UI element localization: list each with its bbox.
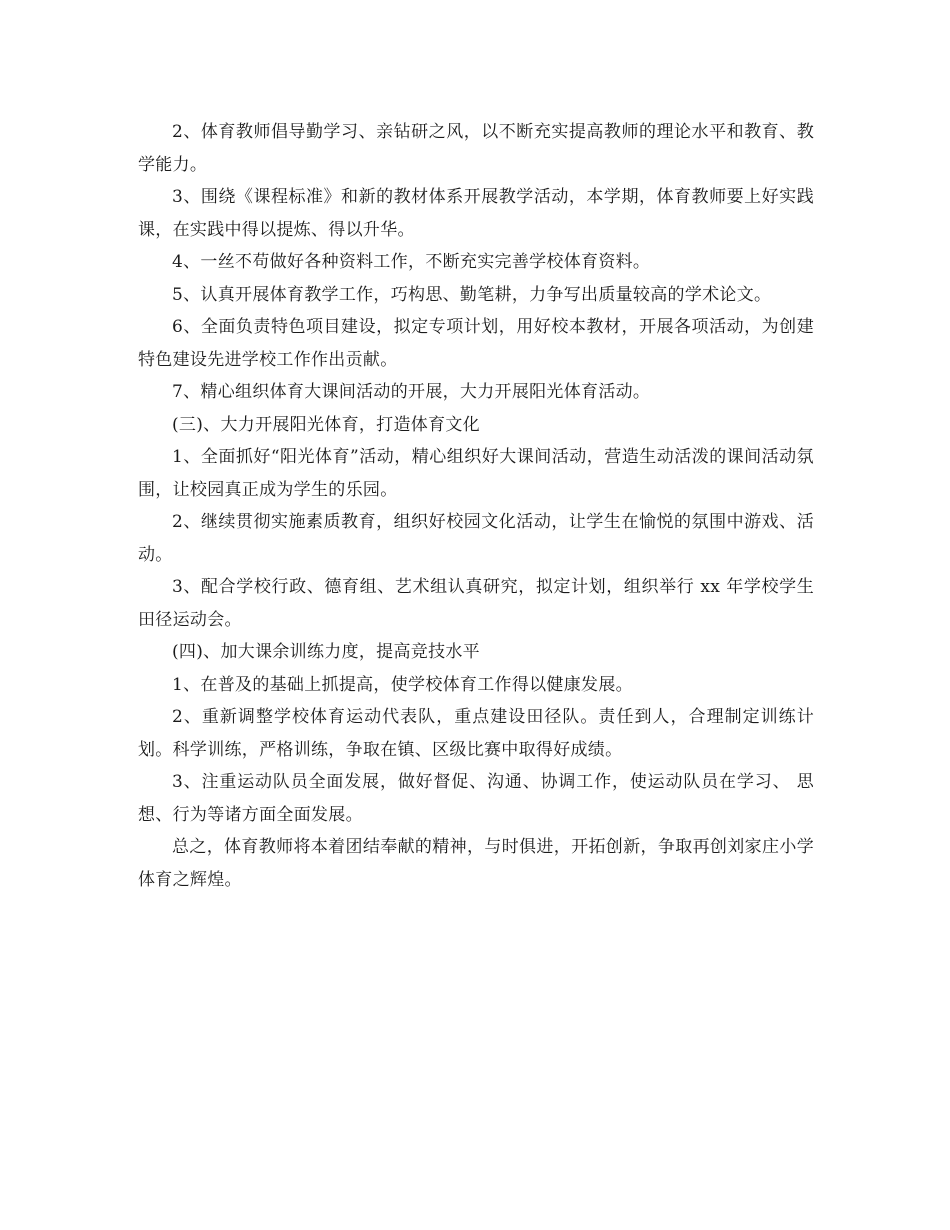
paragraph-item-10: 1、在普及的基础上抓提高，使学校体育工作得以健康发展。 <box>172 674 633 695</box>
paragraph-item-3: 4、一丝不苟做好各种资料工作，不断充实完善学校体育资料。 <box>172 252 651 272</box>
paragraph-item-4: 5、认真开展体育教学工作，巧构思、勤笔耕，力争写出质量较高的学术论文。 <box>172 284 772 305</box>
paragraph-item-7: 1、全面抓好“阳光体育”活动，精心组织好大课间活动，营造生动活泼的课间活动氛围，让校园真正成为学生的乐园。 <box>138 447 814 500</box>
paragraph-item-9: 3、配合学校行政、德育组、艺术组认真研究，拟定计划，组织举行 xx 年学校学生田径运动会。 <box>138 577 814 630</box>
paragraph-item-8: 2、继续贯彻实施素质教育，组织好校园文化活动，让学生在愉悦的氛围中游戏、活动。 <box>138 512 814 565</box>
paragraph-item-12: 3、注重运动队员全面发展，做好督促、沟通、协调工作，使运动队员在学习、 思想、行为等诸方面全面发展。 <box>138 772 814 825</box>
paragraph-item-2: 3、围绕《课程标准》和新的教材体系开展教学活动，本学期，体育教师要上好实践课，在实践中得以提炼、得以升华。 <box>138 187 814 240</box>
paragraph-item-6: 7、精心组织体育大课间活动的开展，大力开展阳光体育活动。 <box>172 382 651 402</box>
paragraph-item-11: 2、重新调整学校体育运动代表队，重点建设田径队。责任到人，合理制定训练计划。科学训练，严格训练，争取在镇、区级比赛中取得好成绩。 <box>138 707 814 760</box>
paragraph-item-5: 6、全面负责特色项目建设，拟定专项计划，用好校本教材，开展各项活动，为创建特色建设先进学校工作作出贡献。 <box>138 317 814 370</box>
paragraph-item-1: 2、体育教师倡导勤学习、亲钻研之风，以不断充实提高教师的理论水平和教育、教学能力。 <box>138 122 814 175</box>
section-heading-3: (三)、大力开展阳光体育，打造体育文化 <box>172 414 480 435</box>
section-heading-4: (四)、加大课余训练力度，提高竞技水平 <box>172 642 480 662</box>
document-body <box>138 116 814 896</box>
conclusion-paragraph: 总之，体育教师将本着团结奉献的精神，与时俱进，开拓创新，争取再创刘家庄小学体育之辉煌。 <box>138 837 814 890</box>
